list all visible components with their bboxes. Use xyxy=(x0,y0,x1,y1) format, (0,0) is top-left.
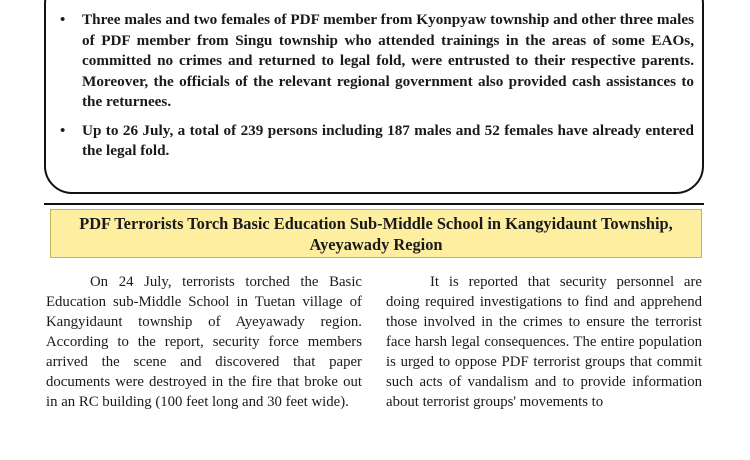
bullet-icon: • xyxy=(60,12,66,28)
bullet-text: Three males and two females of PDF member from Kyonpyaw township and other three males of PDF member from Singu township who attended trainings in the areas of some EAOs, committed no crimes and returned to legal fold, were entrusted to their respective parents. Moreover, the officials of the relevant regional government also provided cash assistances to the returnees. xyxy=(82,11,694,110)
bullet-list xyxy=(58,10,694,170)
article-paragraph: On 24 July, terrorists torched the Basic Education sub-Middle School in Tuetan village of Kangyidaunt township of Ayeyawady region. According to the report, security force members arrived the scene and discovered that paper documents were destroyed in the fire that broke out in an RC building (100 feet long and 30 feet wide). xyxy=(46,274,362,410)
article-headline: PDF Terrorists Torch Basic Education Sub-Middle School in Kangyidaunt Township, Ayeyawady Region xyxy=(79,213,673,254)
bullet-item xyxy=(58,121,694,162)
bullet-text: Up to 26 July, a total of 239 persons including 187 males and 52 females have already entered the legal fold. xyxy=(82,121,694,159)
article-paragraph: It is reported that security personnel are doing required investigations to find and apprehend those involved in the crimes to ensure the terrorist face harsh legal consequences. The entire population is urged to oppose PDF terrorist groups that commit such acts of vandalism and to provide information about terrorist groups' movements to xyxy=(386,274,702,410)
headline-banner xyxy=(50,209,702,258)
section-divider xyxy=(44,203,704,205)
bullet-icon: • xyxy=(60,122,66,139)
article-column-right xyxy=(386,272,702,412)
bullet-item xyxy=(58,10,694,113)
article-column-left xyxy=(46,272,362,412)
